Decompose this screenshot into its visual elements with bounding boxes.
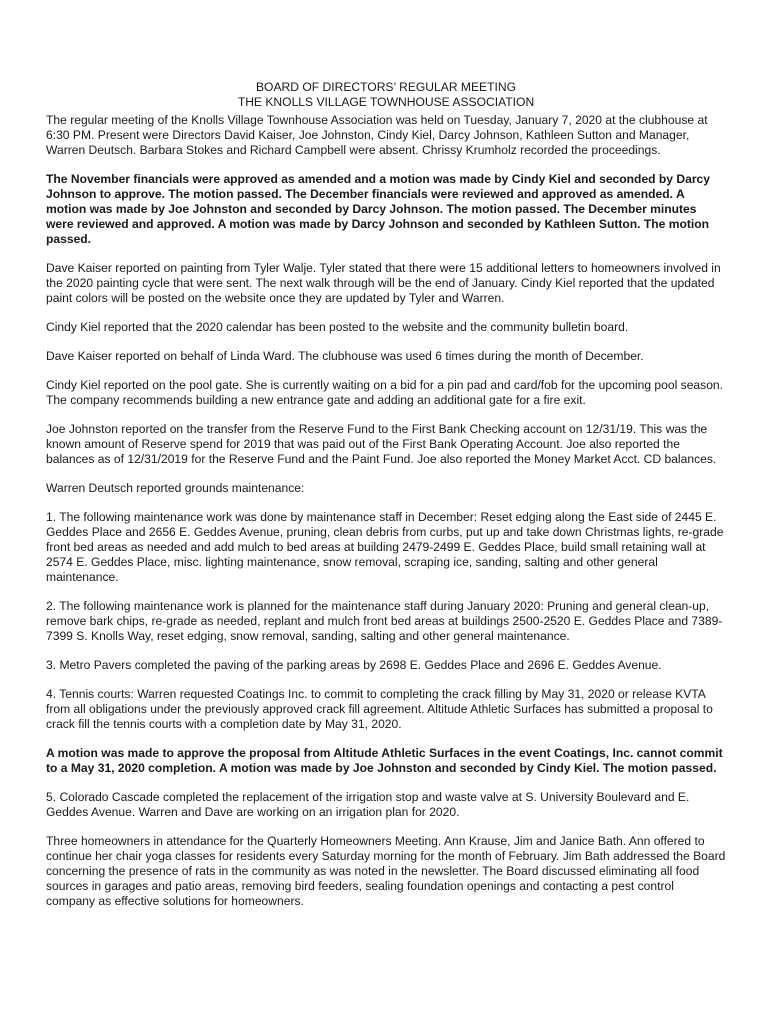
- paragraph-calendar: Cindy Kiel reported that the 2020 calendar has been posted to the website and the community bulletin board.: [46, 320, 629, 334]
- paragraph-reserve-fund: Joe Johnston reported on the transfer from the Reserve Fund to the First Bank Checking account on 12/31/19. This was the known amount of Reserve spend for 2019 that was paid out of the First Bank Operating Account. Joe also reported the balances as of 12/31/2019 for the Reserve Fund and the Paint Fund. Joe also reported the Money Market Acct. CD balances.: [46, 422, 717, 466]
- paragraph-tennis-courts: 4. Tennis courts: Warren requested Coatings Inc. to commit to completing the crack filling by May 31, 2020 or release KVTA from all obligations under the previously approved crack fill agreement. Altitude Athletic Surfaces has submitted a proposal to crack fill the tennis courts with a completion date by May 31, 2020.: [46, 687, 713, 731]
- document-body: [46, 80, 726, 923]
- title-line-2: THE KNOLLS VILLAGE TOWNHOUSE ASSOCIATION: [237, 95, 535, 109]
- paragraph-clubhouse: Dave Kaiser reported on behalf of Linda Ward. The clubhouse was used 6 times during the month of December.: [46, 349, 644, 363]
- paragraph-list: [46, 113, 726, 909]
- paragraph-paving: 3. Metro Pavers completed the paving of the parking areas by 2698 E. Geddes Place and 2696 E. Geddes Avenue.: [46, 658, 662, 672]
- title-line-1: BOARD OF DIRECTORS’ REGULAR MEETING: [255, 80, 517, 94]
- paragraph-tennis-motion: A motion was made to approve the proposal from Altitude Athletic Surfaces in the event Coatings, Inc. cannot commit to a May 31, 2020 completion. A motion was made by Joe Johnston and seconded by Cindy Kiel. The motion passed.: [46, 746, 723, 775]
- paragraph-grounds-intro: Warren Deutsch reported grounds maintenance:: [46, 481, 305, 495]
- paragraph-maintenance-done: 1. The following maintenance work was done by maintenance staff in December: Reset edging along the East side of 2445 E. Geddes Place and 2656 E. Geddes Avenue, pruning, clean debris from curbs, put up and take down Christmas lights, re-grade front bed areas as needed and add mulch to bed areas at building 2479-2499 E. Geddes Place, build small retaining wall at 2574 E. Geddes Place, misc. lighting maintenance, snow removal, scraping ice, sanding, salting and other general maintenance.: [46, 510, 724, 584]
- paragraph-attendance: The regular meeting of the Knolls Village Townhouse Association was held on Tuesday, January 7, 2020 at the clubhouse at 6:30 PM. Present were Directors David Kaiser, Joe Johnston, Cindy Kiel, Darcy Johnson, Kathleen Sutton and Manager, Warren Deutsch. Barbara Stokes and Richard Campbell were absent. Chrissy Krumholz recorded the proceedings.: [46, 113, 708, 157]
- paragraph-financials-motion: The November financials were approved as amended and a motion was made by Cindy Kiel and seconded by Darcy Johnson to approve. The motion passed. The December financials were reviewed and approved as amended. A motion was made by Joe Johnston and seconded by Darcy Johnson. The motion passed. The December minutes were reviewed and approved. A motion was made by Darcy Johnson and seconded by Kathleen Sutton. The motion passed.: [46, 172, 711, 246]
- document-title: [46, 80, 726, 110]
- paragraph-painting: Dave Kaiser reported on painting from Tyler Walje. Tyler stated that there were 15 additional letters to homeowners involved in the 2020 painting cycle that were sent. The next walk through will be the end of January. Cindy Kiel reported that the updated paint colors will be posted on the website once they are updated by Tyler and Warren.: [46, 261, 721, 305]
- paragraph-maintenance-planned: 2. The following maintenance work is planned for the maintenance staff during January 2020: Pruning and general clean-up, remove bark chips, re-grade as needed, replant and mulch front bed areas at buildings 2500-2520 E. Geddes Place and 7389-7399 S. Knolls Way, reset edging, snow removal, sanding, salting and other general maintenance.: [46, 599, 723, 643]
- paragraph-homeowners: Three homeowners in attendance for the Quarterly Homeowners Meeting. Ann Krause, Jim and Janice Bath. Ann offered to continue her chair yoga classes for residents every Saturday morning for the month of February. Jim Bath addressed the Board concerning the presence of rats in the community as was noted in the newsletter. The Board discussed eliminating all food sources in garages and patio areas, removing bird feeders, sealing foundation openings and contacting a pest control company as effective solutions for homeowners.: [46, 834, 726, 908]
- paragraph-irrigation: 5. Colorado Cascade completed the replacement of the irrigation stop and waste valve at S. University Boulevard and E. Geddes Avenue. Warren and Dave are working on an irrigation plan for 2020.: [46, 790, 690, 819]
- paragraph-pool-gate: Cindy Kiel reported on the pool gate. She is currently waiting on a bid for a pin pad and card/fob for the upcoming pool season. The company recommends building a new entrance gate and adding an additional gate for a fire exit.: [46, 378, 724, 407]
